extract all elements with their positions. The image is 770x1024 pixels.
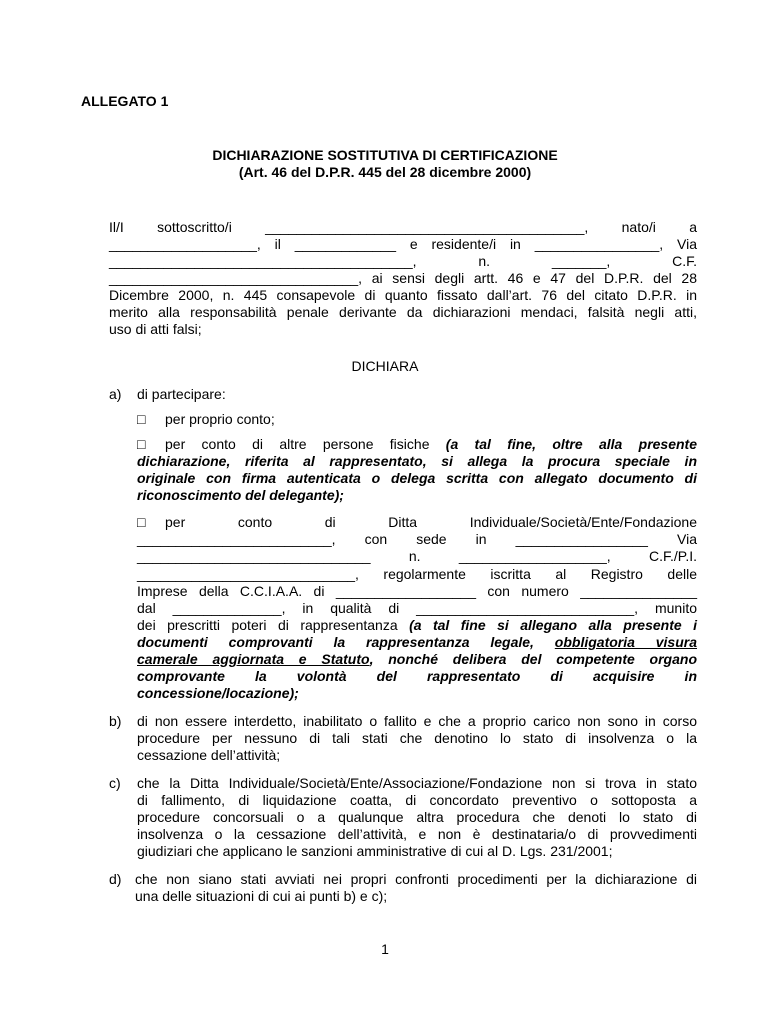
item-c-line: insolvenza o la cessazione dell’attività, e non è destinataria/o di provvedimenti: [137, 826, 697, 842]
dichiara-heading: DICHIARA: [351, 358, 419, 374]
option-company-line: dal ______________, in qualità di ____________________________, munito: [137, 600, 697, 616]
intro-line: ________________________________, ai sensi degli artt. 46 e 47 del D.P.R. del 28: [109, 270, 697, 286]
intro-line: ___________________, il _____________ e residente/i in ________________, Via: [109, 236, 697, 252]
option-other-persons: per conto di altre persone fisiche (a tal fine, oltre alla presente: [165, 436, 697, 452]
option-company-line: per conto di Ditta Individuale/Società/Ente/Fondazione: [165, 514, 697, 530]
option-company-line: ______________________________ n. ___________________, C.F./P.I.: [137, 548, 697, 564]
item-c-line: di fallimento, di liquidazione coatta, di concordato preventivo o sottoposta a: [137, 792, 697, 808]
option-company-line: Imprese della C.C.I.A.A. di __________________ con numero _______________: [137, 583, 697, 599]
option-other-persons-line: originale con firma autenticata o delega scritta con allegato documento di: [137, 470, 697, 486]
document-subtitle: (Art. 46 del D.P.R. 445 del 28 dicembre 2000): [238, 164, 532, 180]
page-number: 1: [381, 941, 389, 957]
item-b-line: procedure per nessuno di tali stati che denotino lo stato di insolvenza o la: [137, 730, 697, 746]
item-label: c): [109, 775, 121, 791]
item-c-line: procedure concorsuali o a qualunque altra procedura che denoti lo stato di: [137, 809, 697, 825]
option-own-account: per proprio conto;: [165, 411, 275, 427]
item-label: d): [109, 871, 122, 887]
intro-line: Il/I sottoscritto/i _________________________________________, nato/i a: [109, 219, 697, 235]
intro-line: Dicembre 2000, n. 445 consapevole di quanto fissato dall’art. 76 del citato D.P.R. in: [109, 287, 697, 303]
attachment-label: ALLEGATO 1: [81, 93, 169, 109]
option-company-line: ____________________________, regolarmente iscritta al Registro delle: [137, 566, 697, 582]
item-b-line: di non essere interdetto, inabilitato o fallito e che a proprio carico non sono in corso: [137, 713, 697, 729]
item-a-text: di partecipare:: [137, 386, 226, 402]
option-company-line: documenti comprovanti la rappresentanza legale, obbligatoria visura: [137, 634, 698, 650]
item-label: b): [109, 713, 122, 729]
option-company-line: camerale aggiornata e Statuto, nonché delibera del competente organo: [137, 651, 697, 667]
item-c-line: giudiziari che applicano le sanzioni amministrative di cui al D. Lgs. 231/2001;: [137, 843, 613, 859]
option-company-line: _________________________, con sede in _________________ Via: [137, 531, 697, 547]
item-label: a): [109, 386, 122, 402]
item-b-line: cessazione dell’attività;: [137, 747, 281, 763]
checkbox-icon[interactable]: □: [137, 411, 146, 427]
option-other-persons-line: dichiarazione, riferita al rappresentato, si allega la procura speciale in: [137, 453, 697, 469]
checkbox-icon[interactable]: □: [137, 514, 146, 530]
intro-line: _______________________________________, n. _______, C.F.: [109, 253, 697, 269]
intro-line: uso di atti falsi;: [109, 321, 202, 337]
intro-line: merito alla responsabilità penale derivante da dichiarazioni mendaci, falsità negli atti,: [109, 304, 697, 320]
option-company-line: dei prescritti poteri di rappresentanza (a tal fine si allegano alla presente i: [137, 617, 697, 633]
option-company-line: comprovante la volontà del rappresentato di acquisire in: [137, 668, 697, 684]
document-title: DICHIARAZIONE SOSTITUTIVA DI CERTIFICAZIONE: [212, 147, 558, 163]
item-c-line: che la Ditta Individuale/Società/Ente/Associazione/Fondazione non si trova in stato: [137, 775, 697, 791]
option-other-persons-line: riconoscimento del delegante);: [137, 487, 344, 503]
item-d-line: che non siano stati avviati nei propri confronti procedimenti per la dichiarazione di: [135, 871, 697, 887]
item-d-line: una delle situazioni di cui ai punti b) e c);: [135, 888, 388, 904]
checkbox-icon[interactable]: □: [137, 436, 146, 452]
option-company-line: concessione/locazione);: [137, 685, 299, 701]
